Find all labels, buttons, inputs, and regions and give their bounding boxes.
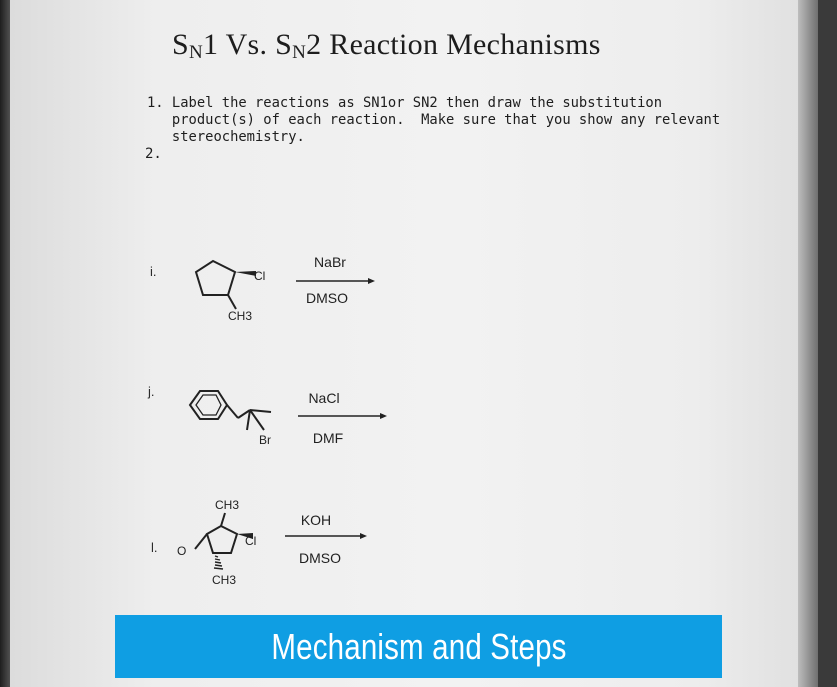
question-1-line: product(s) of each reaction. Make sure that you show any relevant xyxy=(147,112,721,128)
reaction-i-reagent: NaBr xyxy=(314,254,346,270)
caption-banner xyxy=(115,615,722,678)
question-1-line: stereochemistry. xyxy=(147,129,305,145)
question-1 xyxy=(147,95,721,146)
reaction-i-label: i. xyxy=(150,264,157,279)
reaction-j-reagent: NaCl xyxy=(308,390,340,406)
reaction-l-solvent: DMSO xyxy=(299,550,341,566)
reaction-j-solvent: DMF xyxy=(312,430,344,446)
photo-right-edge xyxy=(798,0,818,687)
reaction-l-label: l. xyxy=(151,540,158,555)
chlorine-label: Cl xyxy=(254,269,266,283)
reaction-i-solvent: DMSO xyxy=(306,290,348,306)
reaction-l-arrow xyxy=(285,531,370,541)
methyl-label-top: CH3 xyxy=(215,498,240,512)
methyl-label: CH3 xyxy=(228,309,253,323)
reaction-j-label: j. xyxy=(148,384,155,399)
reaction-i-arrow xyxy=(296,276,376,286)
reaction-l-reagent: KOH xyxy=(300,512,332,528)
bromine-label: Br xyxy=(259,433,271,447)
question-2-number: 2. xyxy=(145,146,162,162)
question-1-line: 1. Label the reactions as SN1or SN2 then draw the substitution xyxy=(147,95,662,111)
methyl-label-bottom: CH3 xyxy=(212,573,237,587)
reaction-j-arrow xyxy=(298,411,388,421)
page-title: $S_N1$ Vs. $S_N2$ Reaction Mechanisms xyxy=(172,28,601,63)
reaction-l-structure xyxy=(175,492,275,592)
ring-oxygen-label: O xyxy=(177,544,187,558)
caption-text: Mechanism and Steps xyxy=(270,625,567,667)
reaction-i-structure xyxy=(190,250,280,330)
reaction-j-structure xyxy=(180,380,290,455)
chlorine-label: Cl xyxy=(245,534,257,548)
